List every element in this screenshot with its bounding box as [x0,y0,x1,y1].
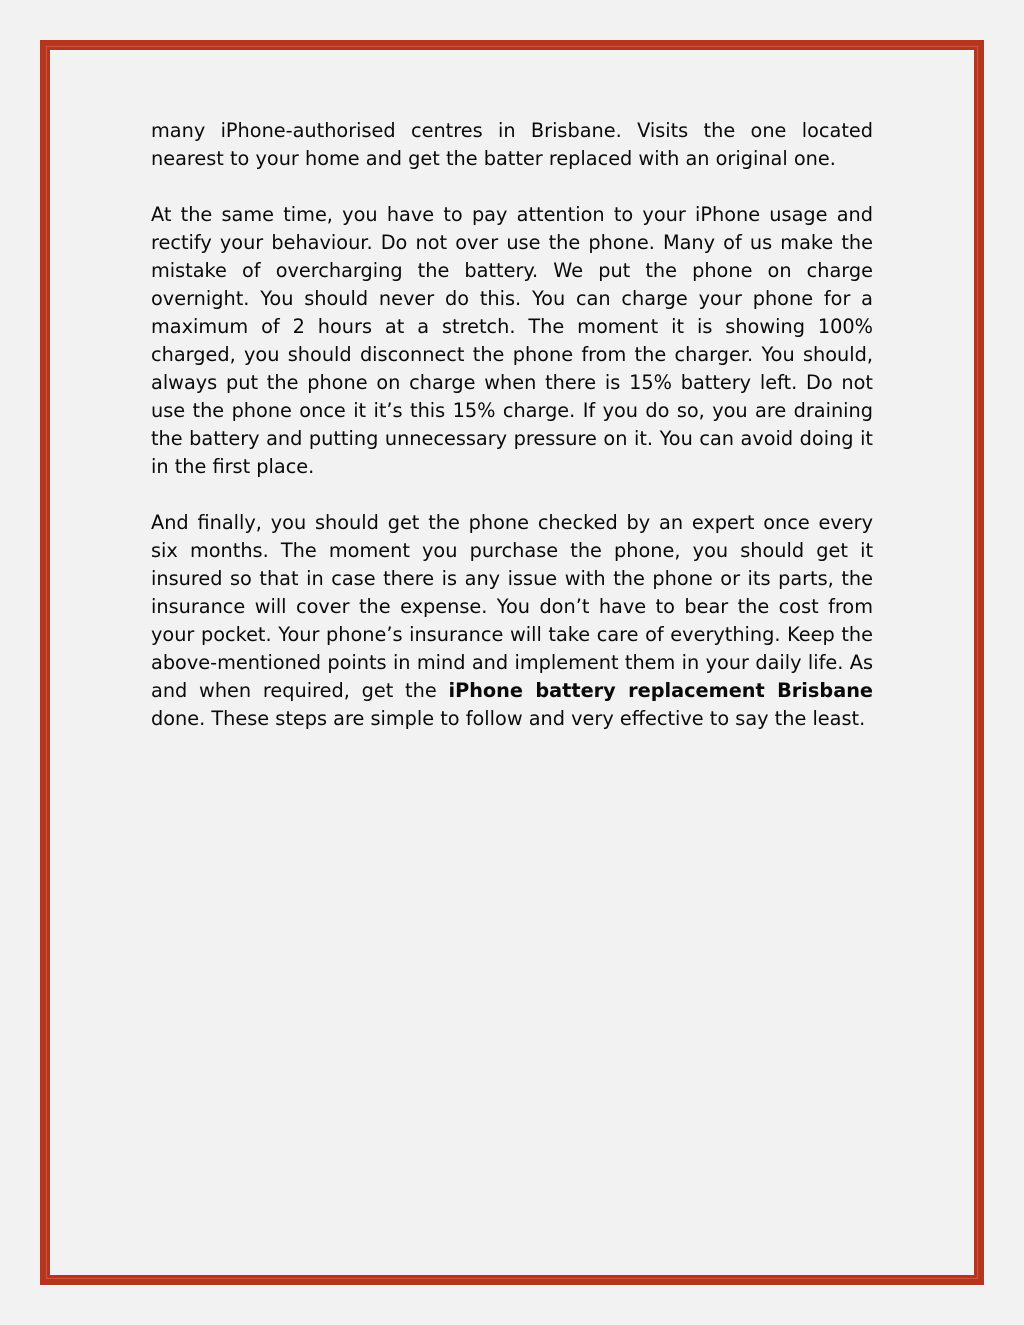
paragraph-3-text-after: done. These steps are simple to follow and very effective to say the least. [151,707,866,730]
document-body [151,117,873,761]
paragraph-1 [151,117,873,173]
paragraph-2-text: At the same time, you have to pay attention to your iPhone usage and rectify your behaviour. Do not over use the phone. Many of us make the mistake of overcharging the battery. We put the phone on charge overnight. You should never do this. You can charge your phone for a maximum of 2 hours at a stretch. The moment it is showing 100% charged, you should disconnect the phone from the charger. You should, always put the phone on charge when there is 15% battery left. Do not use the phone once it it’s this 15% charge. If you do so, you are draining the battery and putting unnecessary pressure on it. You can avoid doing it in the first place. [151,203,873,478]
paragraph-1-text: many iPhone-authorised centres in Brisbane. Visits the one located nearest to your home and get the batter replaced with an original one. [151,119,873,170]
paragraph-3 [151,509,873,733]
paragraph-2 [151,201,873,481]
keyword-link-text: iPhone battery replacement Brisbane [448,679,874,702]
paragraph-3-text-before: And finally, you should get the phone checked by an expert once every six months. The moment you purchase the phone, you should get it insured so that in case there is any issue with the phone or its parts, the insurance will cover the expense. You don’t have to bear the cost from your pocket. Your phone’s insurance will take care of everything. Keep the above-mentioned points in mind and implement them in your daily life. As and when required, get the [151,511,873,702]
